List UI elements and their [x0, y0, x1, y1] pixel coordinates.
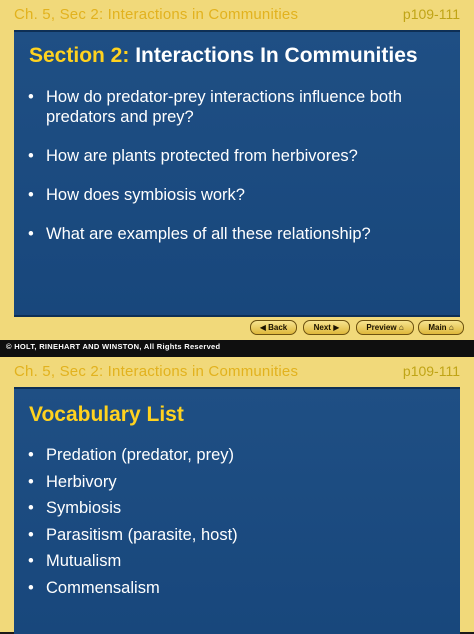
list-item: • Mutualism: [28, 551, 238, 571]
next-button[interactable]: [303, 320, 350, 335]
slide-2: [0, 357, 474, 632]
copyright-text: © HOLT, RINEHART AND WINSTON, All Rights Reserved: [6, 342, 221, 351]
back-label: Back: [268, 323, 288, 332]
copyright-bar: [0, 340, 474, 357]
content-panel: [14, 30, 460, 317]
section-title: Interactions In Communities: [135, 44, 418, 67]
list-item: • What are examples of all these relationship?: [28, 224, 446, 244]
list-item: • How are plants protected from herbivores?: [28, 146, 446, 166]
page-reference: p109-111: [402, 6, 460, 22]
page-reference: p109-111: [402, 363, 460, 379]
section-heading: [29, 44, 418, 68]
slide-header: [0, 357, 474, 387]
section-label: Section 2:: [29, 44, 130, 67]
chapter-title: Ch. 5, Sec 2: Interactions in Communities: [14, 363, 299, 380]
list-item: • Commensalism: [28, 578, 238, 598]
main-label: Main: [428, 323, 447, 332]
question-list: [28, 87, 446, 263]
next-label: Next: [313, 323, 331, 332]
home-icon: ⌂: [398, 323, 404, 332]
preview-button[interactable]: [356, 320, 414, 335]
list-item: • Predation (predator, prey): [28, 445, 238, 465]
content-panel: [14, 387, 460, 634]
home-icon: ⌂: [448, 323, 454, 332]
back-arrow-icon: ◀: [259, 323, 266, 332]
chapter-title: Ch. 5, Sec 2: Interactions in Communities: [14, 6, 299, 23]
back-button[interactable]: [250, 320, 297, 335]
vocabulary-list: [28, 445, 238, 604]
list-item: • Herbivory: [28, 472, 238, 492]
list-item: • How does symbiosis work?: [28, 185, 446, 205]
list-item: • Symbiosis: [28, 498, 238, 518]
preview-label: Preview: [366, 323, 397, 332]
slide-header: [0, 0, 474, 30]
vocabulary-title: Vocabulary List: [29, 403, 184, 426]
main-button[interactable]: [418, 320, 464, 335]
list-item: • How do predator-prey interactions influence both predators and prey?: [28, 87, 446, 127]
next-arrow-icon: ▶: [333, 323, 340, 332]
list-item: • Parasitism (parasite, host): [28, 525, 238, 545]
